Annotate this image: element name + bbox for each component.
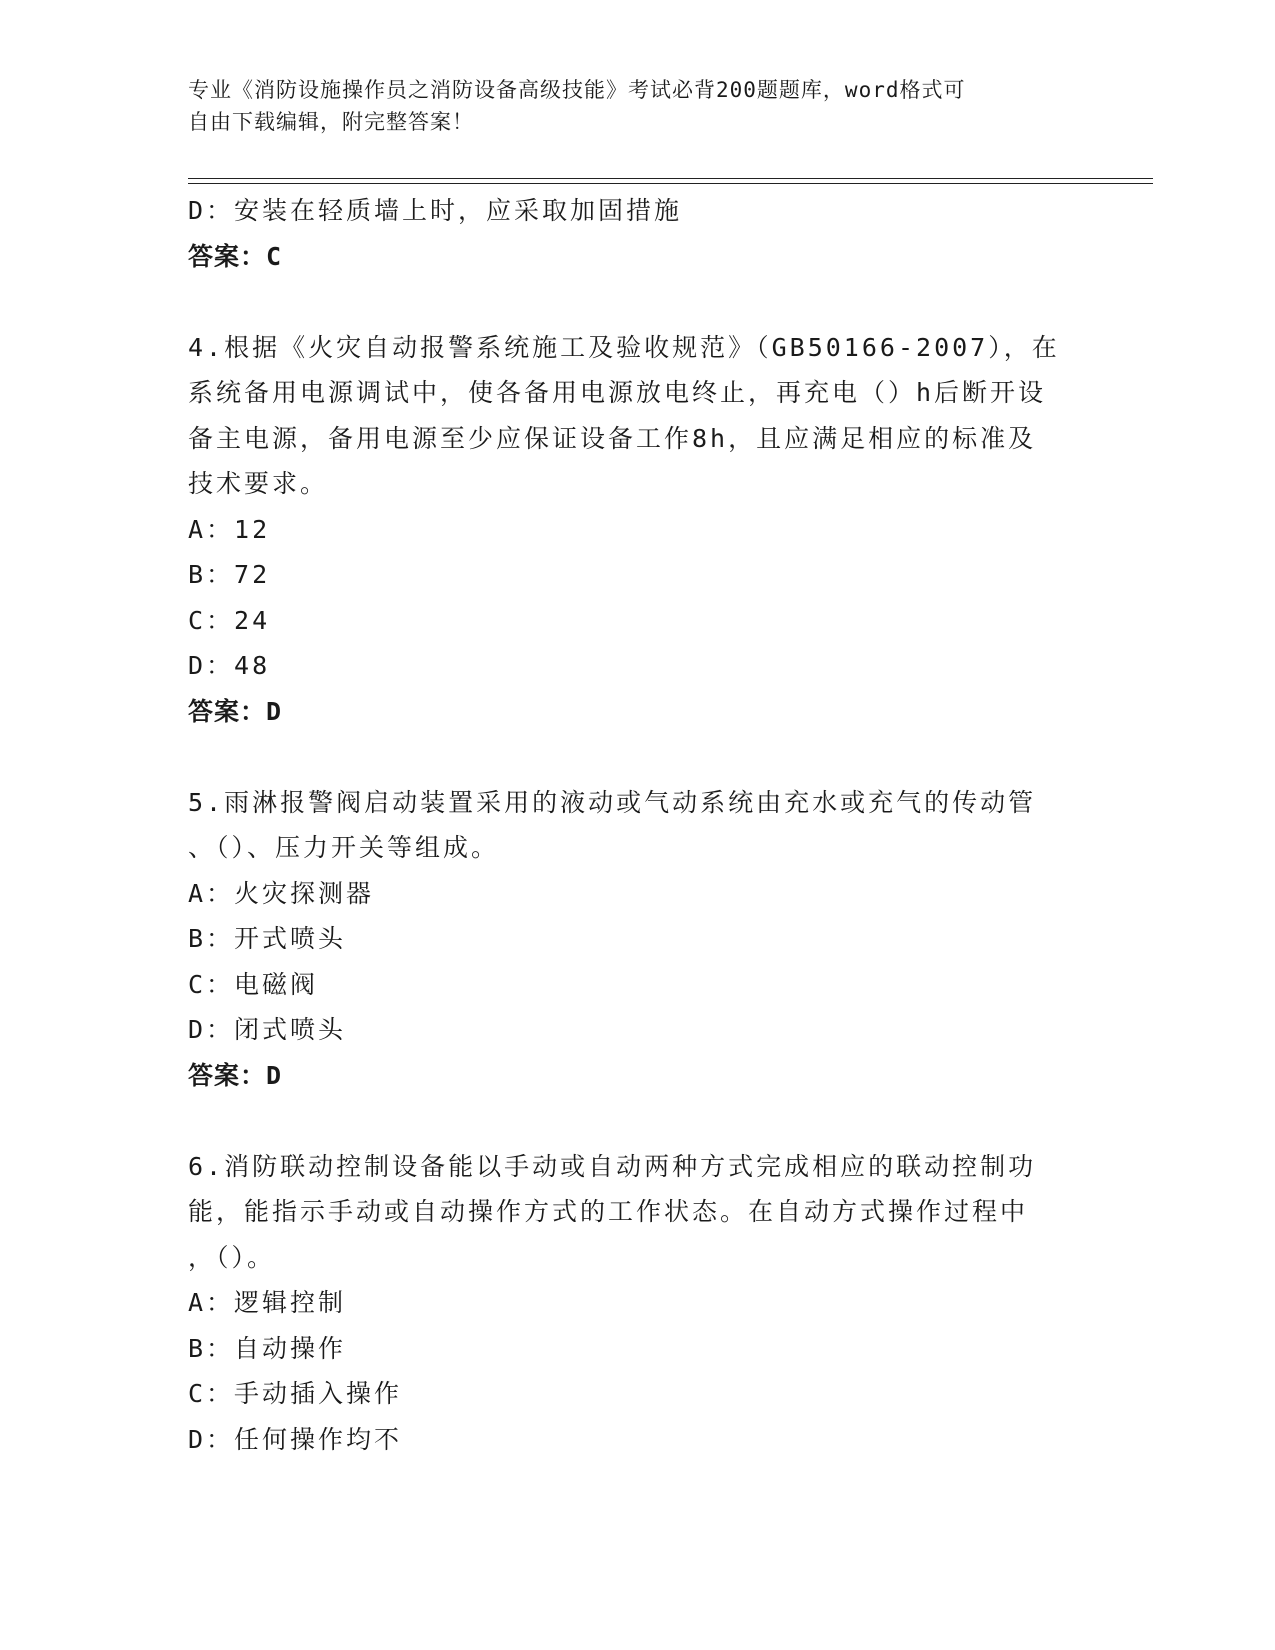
header-line-2: 自由下载编辑，附完整答案！ (188, 110, 474, 134)
option-d: D：安装在轻质墙上时，应采取加固措施 (188, 196, 683, 225)
answer-line: 答案：D (188, 696, 283, 726)
question-content (188, 188, 1088, 1462)
question-stem-line: 、（）、压力开关等组成。 (188, 833, 500, 862)
answer-line: 答案：C (188, 241, 283, 271)
option-d: D：48 (188, 651, 271, 680)
option-a: A：火灾探测器 (188, 878, 375, 908)
option-a: A：12 (188, 514, 271, 544)
question-stem-line: 系统备用电源调试中，使各备用电源放电终止，再充电（）h后断开设 (188, 378, 1047, 407)
option-c: C：手动插入操作 (188, 1379, 403, 1408)
question-stem-line: ，（）。 (188, 1242, 276, 1272)
question-stem-line: 6.消防联动控制设备能以手动或自动两种方式完成相应的联动控制功 (188, 1151, 1037, 1181)
question-5 (188, 780, 1088, 1099)
question-4 (188, 325, 1088, 735)
question-stem-line: 备主电源，备用电源至少应保证设备工作8h，且应满足相应的标准及 (188, 423, 1037, 453)
question-stem-line: 能，能指示手动或自动操作方式的工作状态。在自动方式操作过程中 (188, 1197, 1029, 1226)
option-d: D：闭式喷头 (188, 1015, 347, 1044)
option-c: C：24 (188, 605, 271, 635)
question-6 (188, 1144, 1088, 1463)
option-b: B：开式喷头 (188, 924, 347, 953)
question-stem-line: 4.根据《火灾自动报警系统施工及验收规范》（GB50166-2007），在 (188, 332, 1060, 362)
page-header (188, 74, 1088, 138)
header-divider-top (188, 178, 1153, 179)
header-divider-bottom (188, 183, 1153, 184)
header-line-1: 专业《消防设施操作员之消防设备高级技能》考试必背200题题库，word格式可 (188, 78, 966, 102)
question-stem-line: 技术要求。 (188, 469, 329, 498)
question-stem-line: 5.雨淋报警阀启动装置采用的液动或气动系统由充水或充气的传动管 (188, 787, 1037, 817)
option-c: C：电磁阀 (188, 969, 319, 999)
option-b: B：自动操作 (188, 1333, 347, 1363)
question-3-tail (188, 188, 1088, 279)
spacer (188, 279, 1088, 325)
option-d: D：任何操作均不 (188, 1424, 403, 1454)
spacer (188, 1098, 1088, 1144)
answer-line: 答案：D (188, 1060, 283, 1090)
spacer (188, 734, 1088, 780)
option-a: A：逻辑控制 (188, 1288, 347, 1317)
option-b: B：72 (188, 560, 271, 589)
